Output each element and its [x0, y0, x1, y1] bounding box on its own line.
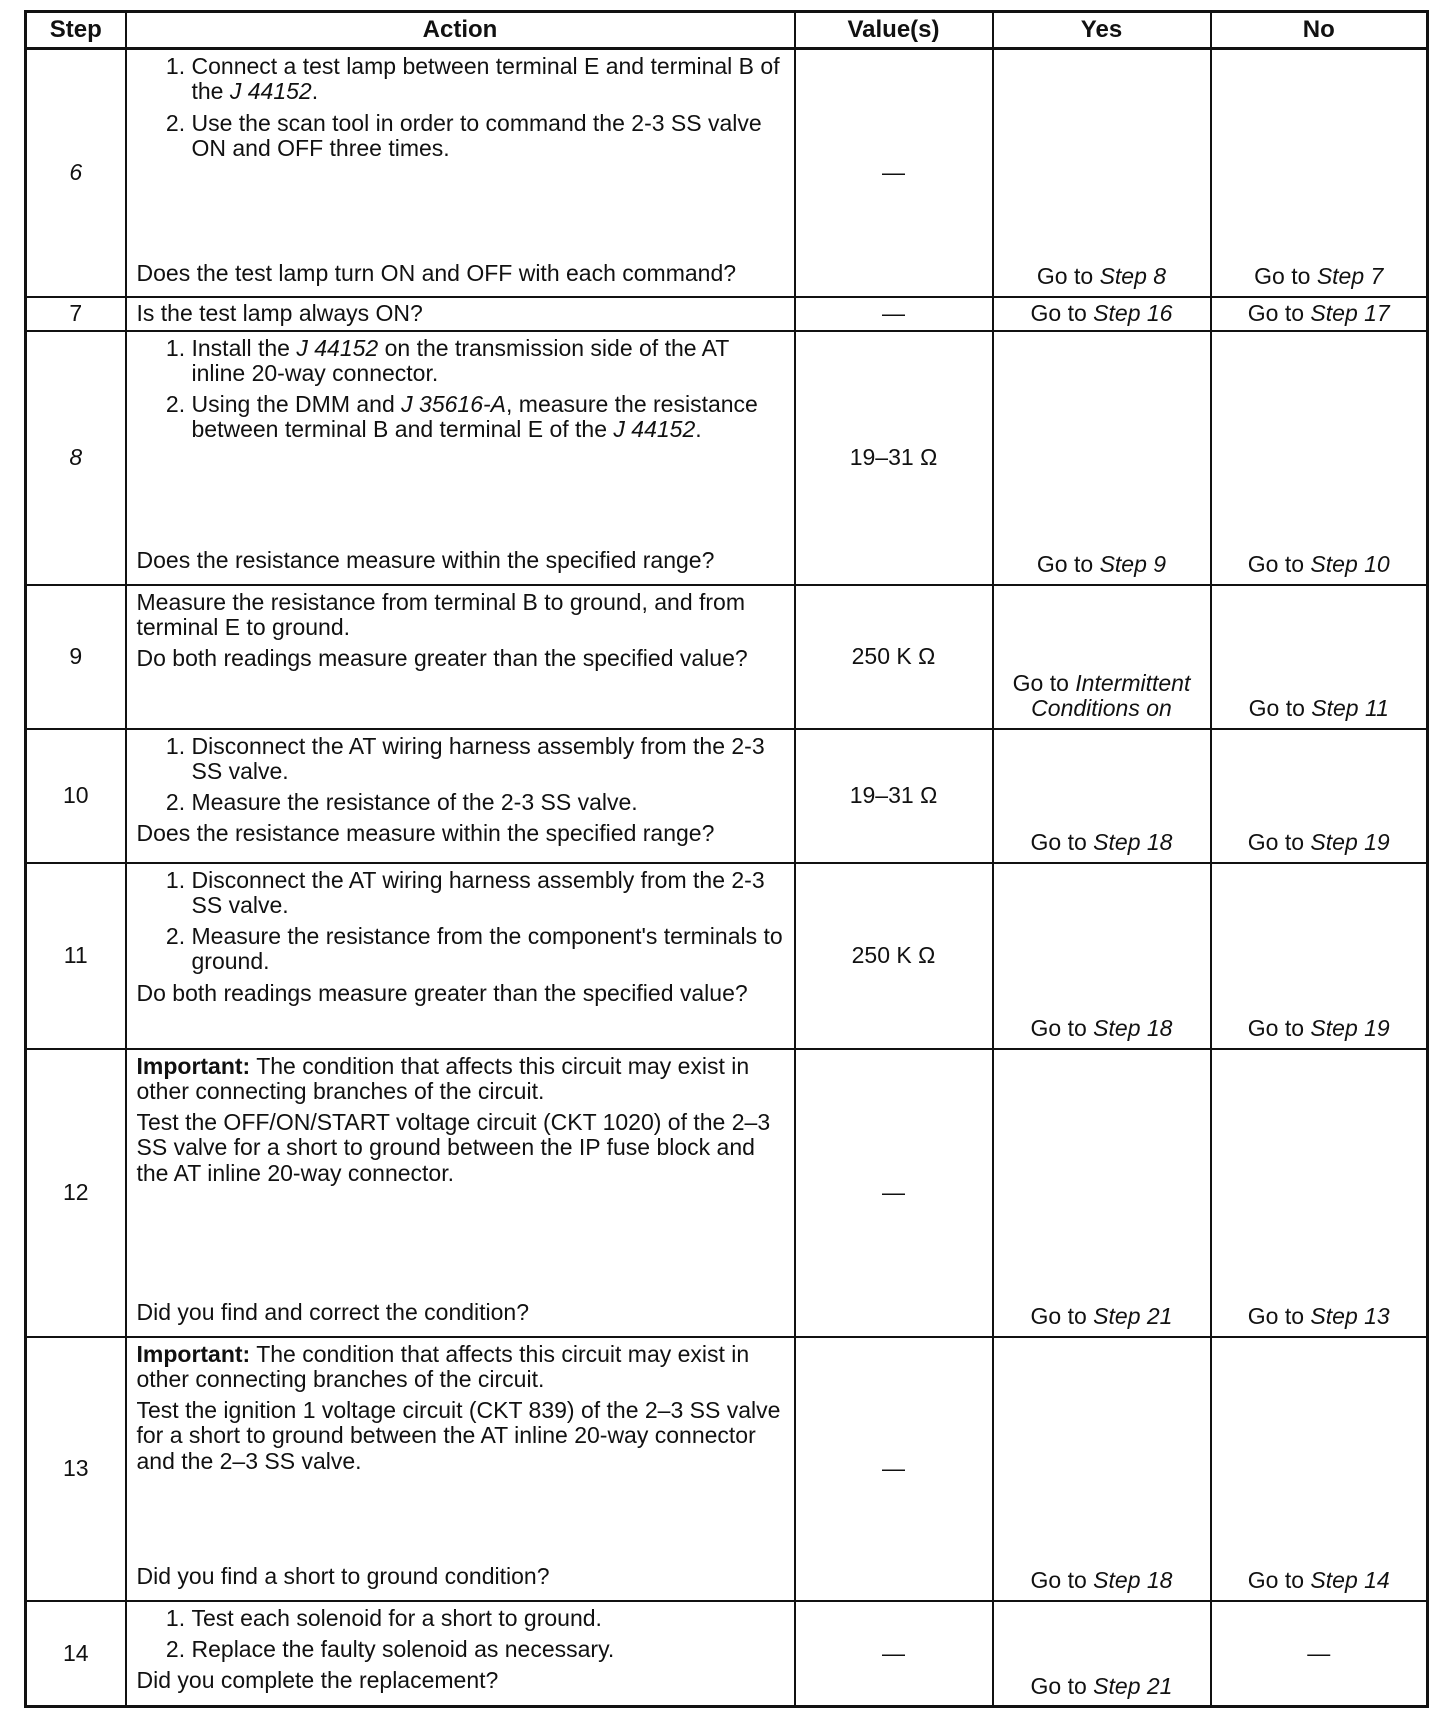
- header-action: Action: [126, 12, 795, 49]
- action-cell: [126, 49, 795, 297]
- tool-reference: J 44152: [613, 416, 696, 443]
- yes-step-link[interactable]: Step 16: [1093, 299, 1173, 326]
- yes-cell: Go to Step 21: [993, 1049, 1211, 1337]
- action-cell: [126, 1601, 795, 1707]
- list-item: 1. Connect a test lamp between terminal E and terminal B of the J 44152.: [192, 54, 786, 105]
- no-step-link[interactable]: Step 17: [1310, 299, 1390, 326]
- list-item: 1. Disconnect the AT wiring harness assembly from the 2-3 SS valve.: [192, 868, 786, 919]
- yes-cell: Go to Intermittent Conditions on: [993, 585, 1211, 729]
- no-cell: Go to Step 7: [1211, 49, 1428, 297]
- question-text: Does the resistance measure within the specified range?: [136, 547, 715, 574]
- no-step-link[interactable]: Step 11: [1311, 695, 1389, 722]
- instruction-text: Measure the resistance from terminal B to ground, and from terminal E to ground.: [136, 588, 746, 640]
- yes-step-link[interactable]: Step 18: [1093, 1567, 1173, 1594]
- no-cell: Go to Step 19: [1211, 863, 1428, 1049]
- question-text: Did you find a short to ground condition?: [136, 1563, 550, 1590]
- step-number: 12: [26, 1049, 126, 1337]
- step-number: 13: [26, 1337, 126, 1601]
- question-text: Do both readings measure greater than the specified value?: [136, 979, 748, 1006]
- no-cell: Go to Step 10: [1211, 331, 1428, 585]
- important-note: Important: The condition that affects this circuit may exist in other connecting branches of the circuit.: [136, 1340, 750, 1392]
- action-list: [137, 868, 786, 975]
- action-list: [137, 336, 786, 449]
- no-cell: Go to Step 14: [1211, 1337, 1428, 1601]
- action-cell: [126, 1049, 795, 1337]
- question-text: Did you complete the replacement?: [136, 1667, 499, 1694]
- table-row-step-7: [26, 297, 1428, 331]
- yes-step-link[interactable]: Step 21: [1093, 1672, 1173, 1699]
- yes-cell: Go to Step 18: [993, 863, 1211, 1049]
- step-number: 7: [26, 297, 126, 331]
- no-step-link[interactable]: Step 7: [1316, 263, 1384, 290]
- table-row-step-9: [26, 585, 1428, 729]
- no-cell: Go to Step 13: [1211, 1049, 1428, 1337]
- header-no: No: [1211, 12, 1428, 49]
- action-cell: [126, 297, 795, 331]
- table-row-step-10: [26, 729, 1428, 863]
- action-cell: [126, 331, 795, 585]
- table-row-step-12: [26, 1049, 1428, 1337]
- yes-step-link[interactable]: Step 8: [1099, 263, 1167, 290]
- yes-cell: Go to Step 16: [993, 297, 1211, 331]
- no-cell: Go to Step 17: [1211, 297, 1428, 331]
- tool-reference: J 44152: [229, 78, 312, 105]
- header-step: Step: [26, 12, 126, 49]
- value-cell: —: [795, 1049, 993, 1337]
- table-row-step-6: [26, 49, 1428, 297]
- list-item: 2. Measure the resistance of the 2-3 SS valve.: [192, 790, 786, 815]
- value-cell: 19–31 Ω: [795, 729, 993, 863]
- important-label: Important:: [136, 1340, 251, 1367]
- important-label: Important:: [136, 1052, 251, 1079]
- no-step-link[interactable]: Step 13: [1310, 1303, 1390, 1330]
- no-step-link[interactable]: Step 14: [1310, 1567, 1390, 1594]
- diagnostic-table-page: [24, 10, 1429, 1708]
- table-row-step-8: [26, 331, 1428, 585]
- yes-cell: Go to Step 9: [993, 331, 1211, 585]
- instruction-text: Test the ignition 1 voltage circuit (CKT 839) of the 2–3 SS valve for a short to ground between the AT inline 20-way connector and the 2–3 SS valve.: [136, 1397, 781, 1474]
- value-cell: 250 K Ω: [795, 863, 993, 1049]
- value-cell: —: [795, 1601, 993, 1707]
- yes-step-link[interactable]: Step 9: [1099, 551, 1167, 578]
- step-number: 9: [26, 585, 126, 729]
- table-row-step-11: [26, 863, 1428, 1049]
- action-cell: [126, 1337, 795, 1601]
- step-number: 6: [26, 49, 126, 297]
- table-row-step-13: [26, 1337, 1428, 1601]
- instruction-text: Test the OFF/ON/START voltage circuit (CKT 1020) of the 2–3 SS valve for a short to ground between the IP fuse block and the AT inline 20-way connector.: [136, 1109, 771, 1186]
- header-row: [26, 12, 1428, 49]
- step-number: 8: [26, 331, 126, 585]
- value-cell: —: [795, 49, 993, 297]
- header-yes: Yes: [993, 12, 1211, 49]
- question-text: Does the test lamp turn ON and OFF with each command?: [136, 259, 737, 286]
- value-cell: 19–31 Ω: [795, 331, 993, 585]
- list-item: 2. Replace the faulty solenoid as necessary.: [192, 1637, 786, 1662]
- tool-reference: J 35616-A: [401, 391, 506, 418]
- table-row-step-14: [26, 1601, 1428, 1707]
- no-cell: Go to Step 19: [1211, 729, 1428, 863]
- question-text: Do both readings measure greater than the specified value?: [136, 645, 748, 672]
- value-cell: 250 K Ω: [795, 585, 993, 729]
- yes-step-link[interactable]: Step 18: [1093, 1015, 1173, 1042]
- question-text: Did you find and correct the condition?: [136, 1299, 530, 1326]
- value-cell: —: [795, 297, 993, 331]
- yes-step-link[interactable]: Step 18: [1093, 829, 1173, 856]
- list-item: 1. Install the J 44152 on the transmission side of the AT inline 20-way connector.: [192, 336, 786, 387]
- list-item: 2. Measure the resistance from the component's terminals to ground.: [192, 924, 786, 975]
- yes-reference-line: Conditions on: [1031, 695, 1172, 722]
- no-step-link[interactable]: Step 10: [1310, 551, 1390, 578]
- list-item: 2. Use the scan tool in order to command the 2-3 SS valve ON and OFF three times.: [192, 111, 786, 162]
- diagnostic-table: [24, 10, 1429, 1708]
- header-values: Value(s): [795, 12, 993, 49]
- yes-cell: Go to Step 18: [993, 1337, 1211, 1601]
- action-cell: [126, 585, 795, 729]
- list-item: 2. Using the DMM and J 35616-A, measure the resistance between terminal B and terminal E of the J 44152.: [192, 392, 786, 443]
- list-item: 1. Disconnect the AT wiring harness assembly from the 2-3 SS valve.: [192, 734, 786, 785]
- question-text: Does the resistance measure within the specified range?: [136, 820, 715, 847]
- question-text: Is the test lamp always ON?: [136, 299, 423, 326]
- yes-cell: Go to Step 21: [993, 1601, 1211, 1707]
- action-list: [137, 54, 786, 167]
- no-step-link[interactable]: Step 19: [1310, 1015, 1390, 1042]
- tool-reference: J 44152: [296, 334, 379, 361]
- no-cell: Go to Step 11: [1211, 585, 1428, 729]
- yes-step-link[interactable]: Step 21: [1093, 1303, 1173, 1330]
- no-cell: —: [1211, 1601, 1428, 1707]
- no-step-link[interactable]: Step 19: [1310, 829, 1390, 856]
- yes-cell: Go to Step 8: [993, 49, 1211, 297]
- value-cell: —: [795, 1337, 993, 1601]
- yes-cell: Go to Step 18: [993, 729, 1211, 863]
- list-item: 1. Test each solenoid for a short to ground.: [192, 1606, 786, 1631]
- step-number: 11: [26, 863, 126, 1049]
- action-cell: [126, 729, 795, 863]
- important-note: Important: The condition that affects this circuit may exist in other connecting branches of the circuit.: [136, 1052, 750, 1104]
- yes-reference-link[interactable]: Intermittent: [1075, 669, 1191, 696]
- action-cell: [126, 863, 795, 1049]
- action-list: [137, 1606, 786, 1663]
- step-number: 10: [26, 729, 126, 863]
- action-list: [137, 734, 786, 816]
- step-number: 14: [26, 1601, 126, 1707]
